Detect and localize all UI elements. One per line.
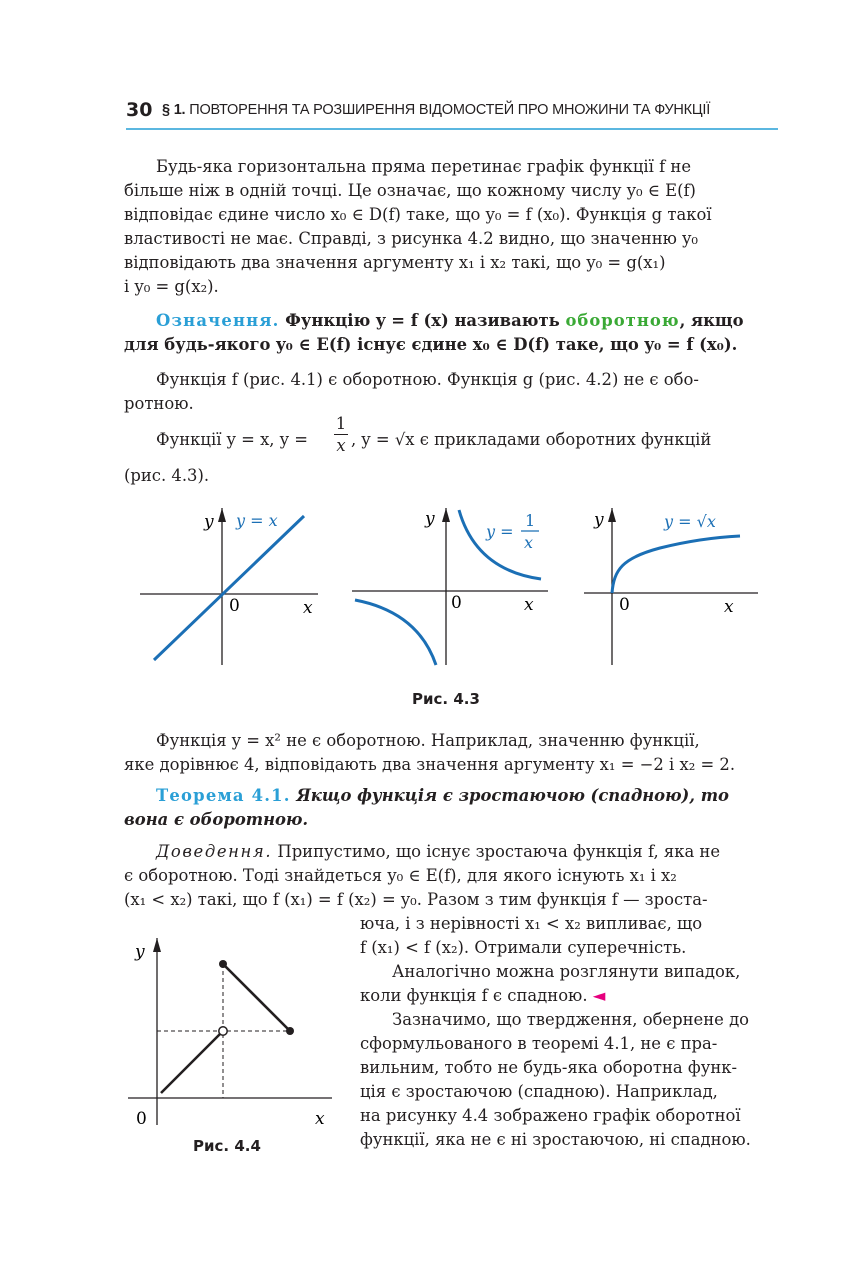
graph3-x-label: x <box>724 597 734 617</box>
fig44-y-label: y <box>135 942 145 962</box>
graph2-x-label: x <box>524 595 534 615</box>
graph2-y-label: y <box>425 509 435 529</box>
paragraph-4: Функції y = x, y = 1 x , y = √x є прикладами оборотних функцій (рис. 4.3). <box>124 414 712 485</box>
graph1-x-label: x <box>303 598 313 618</box>
graph1-formula: y = x <box>236 511 278 530</box>
line-y-equals-x <box>154 516 304 660</box>
figure-4-4 <box>120 930 340 1140</box>
graph-y-equals-x <box>140 508 318 665</box>
paragraph-1: Будь-яка горизонтальна пряма перетинає графік функції f не більше ніж в одній точці. Це означає, що кожному числу y₀ ∈ E(f) відповідає єдине число x₀ ∈ D(f) таке, що y₀ = f (x₀). Функція g такої властивості не має. Справді, з рисунка 4.2 видно, що значенню y₀ відповідають два значення аргументу x₁ і x₂ такі, що y₀ = g(x₁) і y₀ = g(x₂). <box>124 157 712 296</box>
graph-y-equals-sqrt-x <box>584 508 758 665</box>
open-point <box>219 1027 227 1035</box>
graph2-formula-lhs: y = <box>486 522 514 541</box>
figure-4-3-caption: Рис. 4.3 <box>412 690 480 708</box>
paragraph-3: Функція f (рис. 4.1) є оборотною. Функція g (рис. 4.2) не є обо- ротною. <box>124 370 699 413</box>
increasing-segment <box>161 1031 223 1093</box>
definition-term: оборотною <box>565 311 680 330</box>
graph2-formula-num: 1 <box>525 511 536 530</box>
theorem-label: Теорема 4.1. <box>156 786 291 805</box>
decreasing-segment <box>223 964 290 1031</box>
paragraph-5: Функція y = x² не є оборотною. Наприклад, значенню функції, яке дорівнює 4, відповідають два значення аргументу x₁ = −2 і x₂ = 2. <box>124 731 736 774</box>
graph1-origin: 0 <box>229 596 240 616</box>
y-axis-arrow-icon <box>608 508 616 522</box>
definition-label: Означення. <box>156 311 280 330</box>
paragraph-7: Зазначимо, що твердження, обернене до сформульованого в теоремі 4.1, не є пра- вильним, тобто не будь-яка оборотна функ- ція є зростаючою (спадною). Наприклад, на рисунку 4.4 зображено графік оборотної функції, яка не є ні зростаючою, ні спадною. <box>360 1010 751 1149</box>
page-header <box>126 97 778 129</box>
filled-point-top <box>219 960 227 968</box>
graph2-formula-den: x <box>524 533 534 552</box>
y-axis-arrow-icon <box>442 508 450 522</box>
graph2-origin: 0 <box>451 593 462 613</box>
figure-4-3 <box>0 500 850 680</box>
figure-4-4-caption: Рис. 4.4 <box>193 1137 261 1155</box>
filled-point-right <box>286 1027 294 1035</box>
proof-continued: юча, і з нерівності x₁ < x₂ випливає, що f (x₁) < f (x₂). Отримали суперечність. Аналогічно можна розглянути випадок, коли функція f є спадною. ◄ <box>360 914 741 1005</box>
graph-y-equals-1-over-x <box>352 508 548 665</box>
graph3-y-label: y <box>594 510 604 530</box>
end-of-proof-icon: ◄ <box>592 986 606 1005</box>
sqrt-curve <box>612 536 740 593</box>
graph3-origin: 0 <box>619 595 630 615</box>
graph3-formula: y = √x <box>664 512 716 531</box>
chapter-title: § 1. ПОВТОРЕННЯ ТА РОЗШИРЕННЯ ВІДОМОСТЕЙ ПРО МНОЖИНИ ТА ФУНКЦІЇ <box>162 102 711 118</box>
fig44-x-label: x <box>315 1109 325 1129</box>
hyperbola-branch-negative <box>355 600 436 665</box>
theorem-4-1: Теорема 4.1. Якщо функція є зростаючою (спадною), то вона є оборотною. <box>124 786 729 829</box>
y-axis-arrow-icon <box>153 938 161 952</box>
page-number: 30 <box>126 99 153 121</box>
y-axis-arrow-icon <box>218 508 226 522</box>
proof-paragraph: Доведення. Припустимо, що існує зростаюча функція f, яка не є оборотною. Тоді знайдеться y₀ ∈ E(f), для якого існують x₁ і x₂ (x₁ < x₂) такі, що f (x₁) = f (x₂) = y₀. Разом з тим функція f — зроста- <box>124 842 721 909</box>
graph1-y-label: y <box>204 512 214 532</box>
fig44-origin: 0 <box>136 1109 147 1129</box>
header-rule <box>126 128 778 130</box>
definition: Означення. Функцію y = f (x) називають оборотною, якщо для будь-якого y₀ ∈ E(f) існує єдине x₀ ∈ D(f) таке, що y₀ = f (x₀). <box>124 311 744 354</box>
fraction-1-over-x: 1 x <box>335 414 347 455</box>
proof-label: Доведення. <box>156 842 273 861</box>
